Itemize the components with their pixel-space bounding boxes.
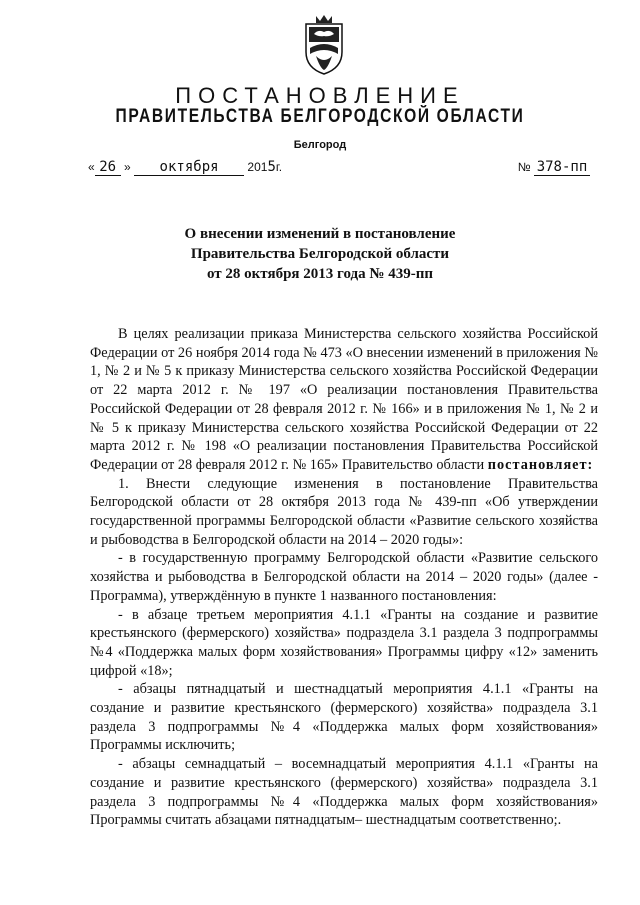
body-paragraph-program: - в государственную программу Белгородской области «Развитие сельского хозяйства и рыбоводства в Белгородской области на 2014 – 2020 годы» (далее - Программа), утверждённую в пункте 1 названного постановления: — [90, 550, 598, 604]
date-month: октября — [134, 159, 244, 176]
date-year-suffix: 5 — [267, 159, 276, 175]
preamble-text: В целях реализации приказа Министерства сельского хозяйства Российской Федерации от 26 ноября 2014 года № 473 «О внесении изменений в приложения № 1, № 2 и № 5 к приказу Министерства сельского хозяйства Российской Федерации от 22 марта 2012 г. № 197 «О реализации постановления Правительства Российской Федерации от 28 февраля 2012 г. № 166» и в приложения № 1, № 2 и № 5 к приказу Министерства сельского хозяйства Российской Федерации от 22 марта 2012 г. № 198 «О реализации постановления Правительства Российской Федерации от 28 февраля 2012 г. № 165» Правительство области — [90, 326, 598, 473]
body-paragraph-item-1: 1. Внести следующие изменения в постановление Правительства Белгородской области от 28 октября 2013 года № 439-пп «Об утверждении государственной программы Белгородской области «Развитие сельского хозяйства и рыбоводства в Белгородской области на 2014 – 2020 годы»: — [90, 475, 598, 548]
document-type-heading: ПОСТАНОВЛЕНИЕ — [175, 83, 465, 108]
title-line-3: от 28 октября 2013 года № 439-пп — [206, 266, 433, 282]
date-open-quote: « — [88, 160, 95, 174]
body-paragraph-change-2: - абзацы пятнадцатый и шестнадцатый мероприятия 4.1.1 «Гранты на создание и развитие крестьянского (фермерского) хозяйства» подраздела 3.1 раздела 3 подпрограммы №4 «Поддержка малых форм хозяйствования» Программы исключить; — [90, 681, 598, 754]
number-prefix: № — [517, 160, 531, 174]
city-label: Белгород — [293, 139, 347, 151]
body-paragraph-change-1: - в абзаце третьем мероприятия 4.1.1 «Гранты на создание и развитие крестьянского (фермерского) хозяйства» подраздела 3.1 раздела 3 подпрограммы №4 «Поддержка малых форм хозяйствования» Программы цифру «12» заменить цифрой «18»; — [90, 606, 598, 679]
body-paragraph-change-3: - абзацы семнадцатый – восемнадцатый мероприятия 4.1.1 «Гранты на создание и развитие крестьянского (фермерского) хозяйства» подраздела 3.1 раздела 3 подпрограммы №4 «Поддержка малых форм хозяйствования» Программы считать абзацами пятнадцатым– шестнадцатым соответственно;. — [90, 756, 598, 829]
date-year-prefix: 201 — [247, 160, 268, 174]
document-date — [88, 159, 282, 176]
document-number — [518, 159, 590, 176]
document-body — [90, 325, 598, 830]
title-line-1: О внесении изменений в постановление — [184, 226, 456, 242]
body-paragraph-preamble — [90, 325, 598, 475]
number-value: 378-пп — [534, 159, 590, 176]
date-year-unit: г. — [275, 160, 283, 174]
title-line-2: Правительства Белгородской области — [190, 246, 450, 262]
coat-of-arms-emblem — [302, 12, 346, 76]
preamble-verb: постановляет: — [487, 456, 594, 473]
issuer-heading: ПРАВИТЕЛЬСТВА БЕЛГОРОДСКОЙ ОБЛАСТИ — [115, 106, 525, 127]
document-title — [0, 224, 640, 284]
date-close-quote: » — [124, 160, 131, 174]
date-day: 26 — [95, 159, 121, 176]
